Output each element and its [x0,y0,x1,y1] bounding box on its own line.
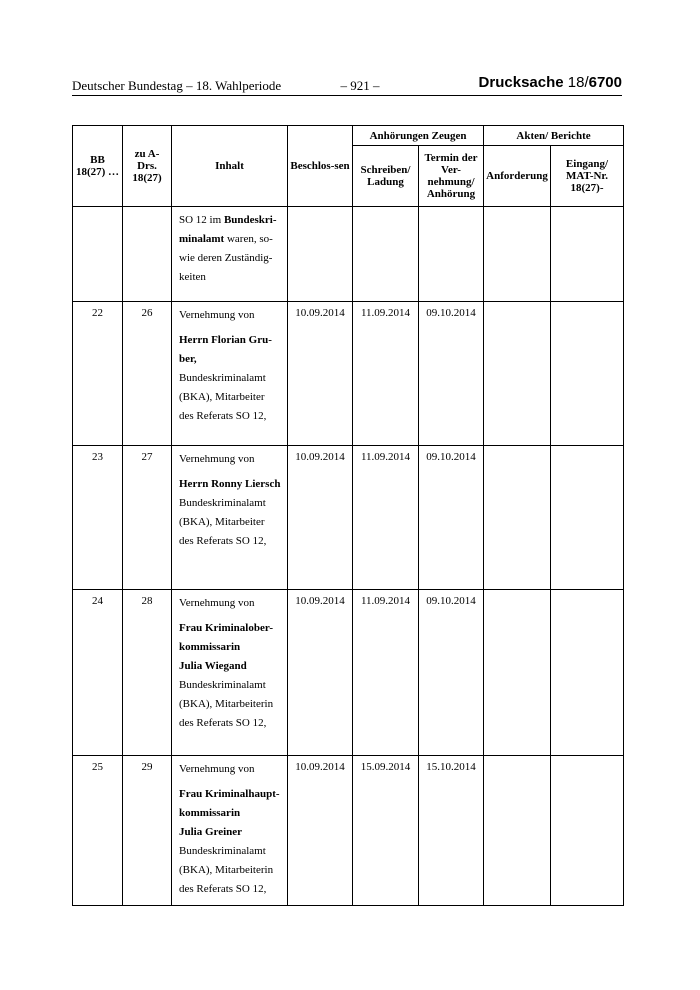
row-org: Bundeskriminalamt (BKA), Mitarbeiter des Referats SO 12, [179,497,267,547]
cell-eingang [551,756,624,906]
cell-anforderung [484,207,551,302]
cell-termin: 09.10.2014 [419,446,484,590]
cell-inhalt [172,756,288,906]
cell-termin: 09.10.2014 [419,590,484,756]
cell-bb: 25 [73,756,123,906]
cell-zu [123,207,172,302]
cell-eingang [551,207,624,302]
document-number [479,74,622,91]
cell-zu: 28 [123,590,172,756]
evidence-table [72,125,624,906]
cell-schreiben: 11.09.2014 [353,446,419,590]
continuation-rest: waren, so-wie deren Zuständig-keiten [179,233,273,283]
cell-schreiben [353,207,419,302]
table-row [73,756,624,906]
continuation-text: SO 12 im [179,214,224,226]
cell-schreiben: 11.09.2014 [353,590,419,756]
row-name: Herrn Ronny Liersch [179,478,281,490]
row-org: Bundeskriminalamt (BKA), Mitarbeiter des Referats SO 12, [179,372,267,422]
cell-eingang [551,446,624,590]
cell-bb: 22 [73,302,123,446]
cell-beschlossen: 10.09.2014 [288,590,353,756]
cell-inhalt [172,590,288,756]
table-row [73,590,624,756]
row-intro: Vernehmung von [179,763,255,775]
page-number: – 921 – [340,78,380,93]
cell-schreiben: 11.09.2014 [353,302,419,446]
cell-zu: 27 [123,446,172,590]
cell-beschlossen [288,207,353,302]
header-schreiben: Schreiben/ Ladung [353,146,419,207]
table-row [73,446,624,590]
cell-eingang [551,302,624,446]
header-anhoerungen: Anhörungen Zeugen [353,126,484,146]
row-org: Bundeskriminalamt (BKA), Mitarbeiterin des Referats SO 12, [179,845,274,895]
cell-inhalt [172,207,288,302]
cell-bb: 23 [73,446,123,590]
doc-label: Drucksache [478,74,568,91]
continuation-bold: Bundeskri-minalamt [179,214,277,245]
header-anforderung: Anforderung [484,146,551,207]
row-org: Bundeskriminalamt (BKA), Mitarbeiterin des Referats SO 12, [179,679,274,729]
doc-num-b: 6700 [588,74,622,91]
cell-anforderung [484,446,551,590]
cell-zu: 29 [123,756,172,906]
header-eingang: Eingang/ MAT-Nr. 18(27)- [551,146,624,207]
row-intro: Vernehmung von [179,597,255,609]
cell-beschlossen: 10.09.2014 [288,756,353,906]
cell-beschlossen: 10.09.2014 [288,302,353,446]
cell-termin: 09.10.2014 [419,302,484,446]
header-akten: Akten/ Berichte [484,126,624,146]
cell-inhalt [172,446,288,590]
header-termin: Termin der Ver-nehmung/ Anhörung [419,146,484,207]
row-title: Frau Kriminalober-kommissarin [179,622,273,653]
row-name: Herrn Florian Gru-ber, [179,334,272,365]
cell-beschlossen: 10.09.2014 [288,446,353,590]
row-title: Frau Kriminalhaupt-kommissarin [179,788,280,819]
cell-anforderung [484,756,551,906]
parliament-period: Deutscher Bundestag – 18. Wahlperiode [72,78,282,93]
row-intro: Vernehmung von [179,309,255,321]
cell-schreiben: 15.09.2014 [353,756,419,906]
cell-anforderung [484,302,551,446]
cell-eingang [551,590,624,756]
cell-zu: 26 [123,302,172,446]
cell-termin: 15.10.2014 [419,756,484,906]
doc-num-a: 18/ [567,74,589,91]
page-header [72,76,622,96]
cell-termin [419,207,484,302]
cell-anforderung [484,590,551,756]
cell-bb [73,207,123,302]
cell-inhalt [172,302,288,446]
table-row [73,302,624,446]
header-inhalt: Inhalt [172,126,288,207]
table-row [73,207,624,302]
header-zu-a-drs: zu A-Drs. 18(27) [123,126,172,207]
cell-bb: 24 [73,590,123,756]
row-name: Julia Wiegand [179,660,247,672]
row-intro: Vernehmung von [179,453,255,465]
header-bb: BB 18(27) … [73,126,123,207]
header-beschlossen: Beschlos-sen [288,126,353,207]
row-name: Julia Greiner [179,826,243,838]
